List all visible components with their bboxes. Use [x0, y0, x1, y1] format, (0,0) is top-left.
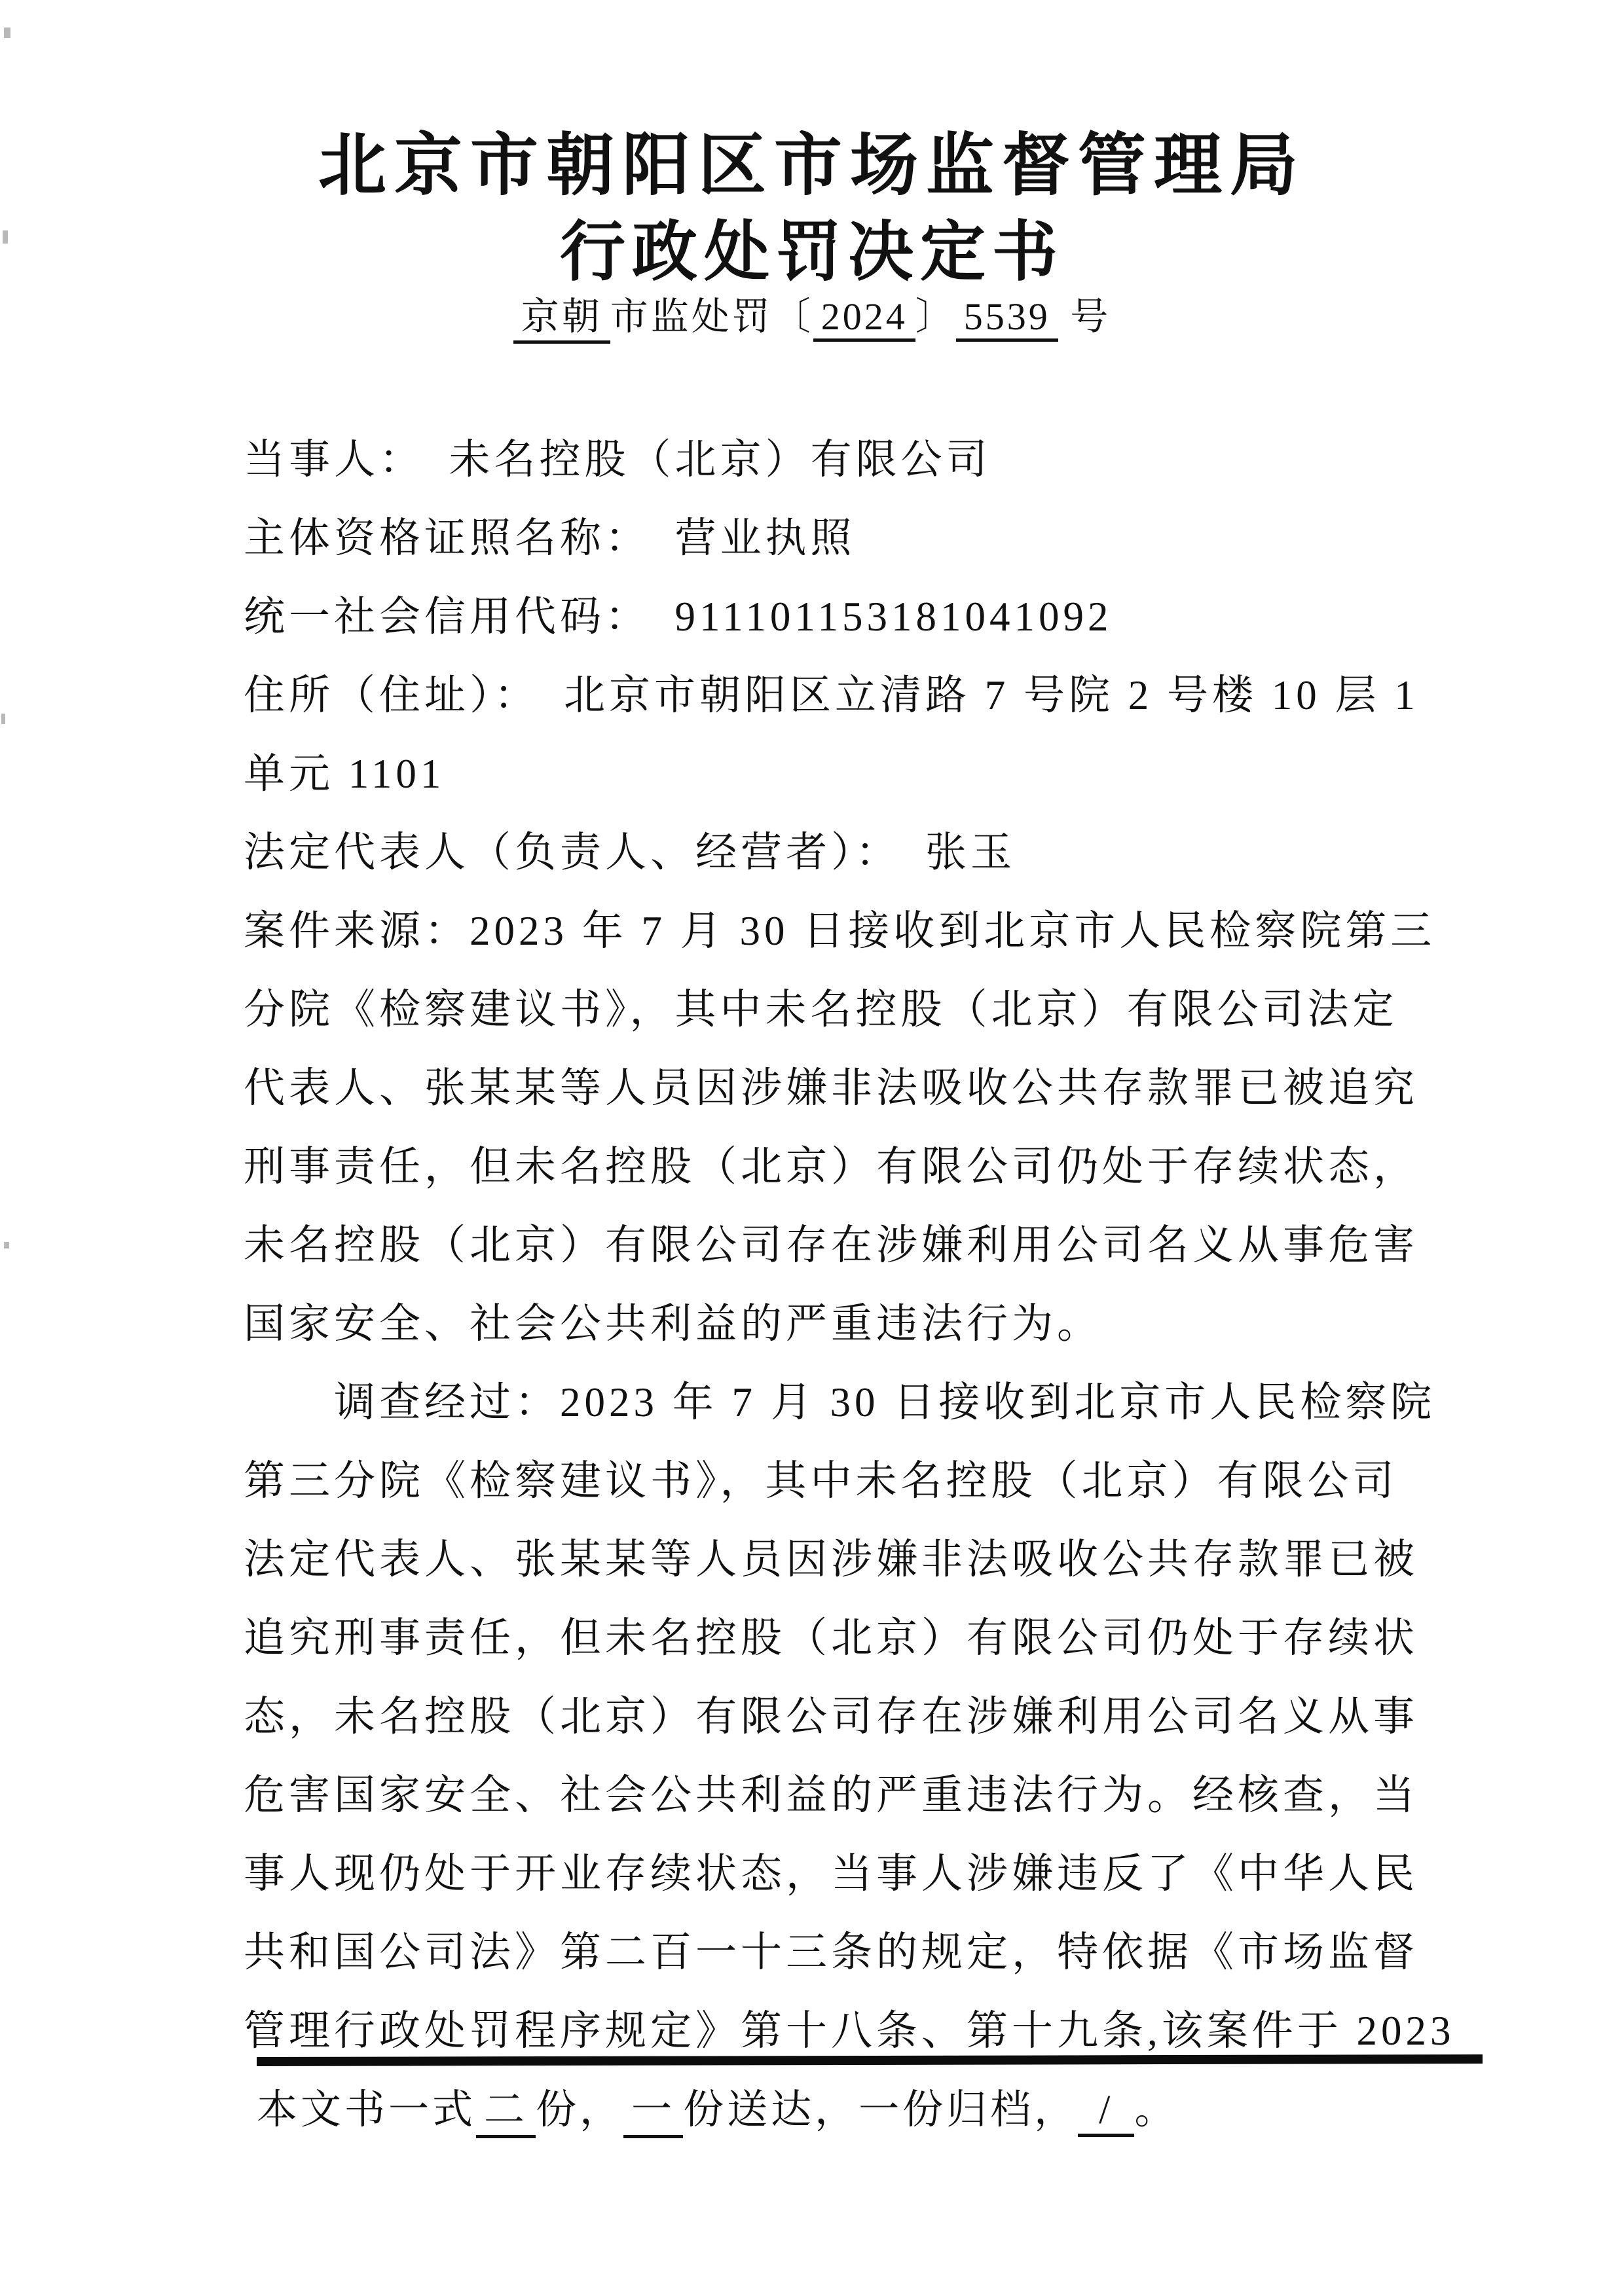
body-text-line: 调查经过：2023 年 7 月 30 日接收到北京市人民检察院 [244, 1379, 1436, 1425]
doc-number-segment: 〔 [772, 295, 813, 338]
body-text-line: 代表人、张某某等人员因涉嫌非法吸收公共存款罪已被追究 [244, 1065, 1418, 1111]
doc-number-segment: 5539 [956, 295, 1058, 342]
document-body [244, 420, 1455, 2070]
body-text-line: 共和国公司法》第二百一十三条的规定，特依据《市场监督 [244, 1929, 1418, 1975]
footer-segment: 二 [476, 2077, 536, 2138]
scan-artifact [4, 27, 10, 38]
body-text-line: 事人现仍处于开业存续状态，当事人涉嫌违反了《中华人民 [244, 1851, 1418, 1897]
body-text-line: 住所（住址）： 北京市朝阳区立清路 7 号院 2 号楼 10 层 1 [244, 672, 1419, 718]
footer-segment: 。 [1134, 2088, 1179, 2132]
body-text-line: 第三分院《检察建议书》，其中未名控股（北京）有限公司 [244, 1458, 1398, 1504]
body-text-line: 追究刑事责任，但未名控股（北京）有限公司仍处于存续状 [244, 1615, 1418, 1661]
body-text-line: 危害国家安全、社会公共利益的严重违法行为。经核查，当 [244, 1772, 1418, 1818]
footer-segment: 本文书一式 [257, 2088, 477, 2132]
document-number [0, 285, 1624, 344]
footer-segment: 份， [536, 2088, 624, 2132]
document-footer-distribution-note [257, 2077, 1178, 2138]
doc-number-segment: 2024 [813, 295, 915, 342]
body-text-line: 当事人： 未名控股（北京）有限公司 [244, 437, 991, 483]
body-text-line: 管理行政处罚程序规定》第十八条、第十九条,该案件于 2023 [244, 2008, 1455, 2054]
doc-number-segment: 市监处罚 [610, 295, 773, 338]
body-text-line: 法定代表人、张某某等人员因涉嫌非法吸收公共存款罪已被 [244, 1537, 1418, 1582]
doc-number-segment: 号 [1058, 295, 1111, 338]
body-text-line: 主体资格证照名称： 营业执照 [244, 515, 856, 561]
footer-segment: 份送达，一份归档， [683, 2088, 1079, 2132]
issuing-authority-title: 北京市朝阳区市场监督管理局 [318, 128, 1306, 204]
scan-artifact [1, 714, 5, 724]
body-text-line: 未名控股（北京）有限公司存在涉嫌利用公司名义从事危害 [244, 1222, 1418, 1268]
body-text-line: 态，未名控股（北京）有限公司存在涉嫌利用公司名义从事 [244, 1694, 1418, 1740]
document-type-title: 行政处罚决定书 [560, 216, 1064, 289]
body-text-line: 案件来源：2023 年 7 月 30 日接收到北京市人民检察院第三 [244, 908, 1436, 954]
scan-artifact [4, 1242, 9, 1248]
body-text-line: 刑事责任，但未名控股（北京）有限公司仍处于存续状态， [244, 1144, 1418, 1190]
body-text-line: 单元 1101 [244, 751, 445, 797]
doc-number-segment: 〕 [915, 295, 956, 338]
footer-segment: 一 [623, 2077, 683, 2138]
body-text-line: 统一社会信用代码： 911101153181041092 [244, 594, 1113, 640]
doc-number-segment: 京朝 [513, 285, 610, 344]
body-text-line: 分院《检察建议书》，其中未名控股（北京）有限公司法定 [244, 987, 1398, 1032]
body-text-line: 国家安全、社会公共利益的严重违法行为。 [244, 1301, 1102, 1347]
footer-segment: / [1078, 2087, 1134, 2137]
body-text-line: 法定代表人（负责人、经营者）： 张玉 [244, 829, 1016, 875]
